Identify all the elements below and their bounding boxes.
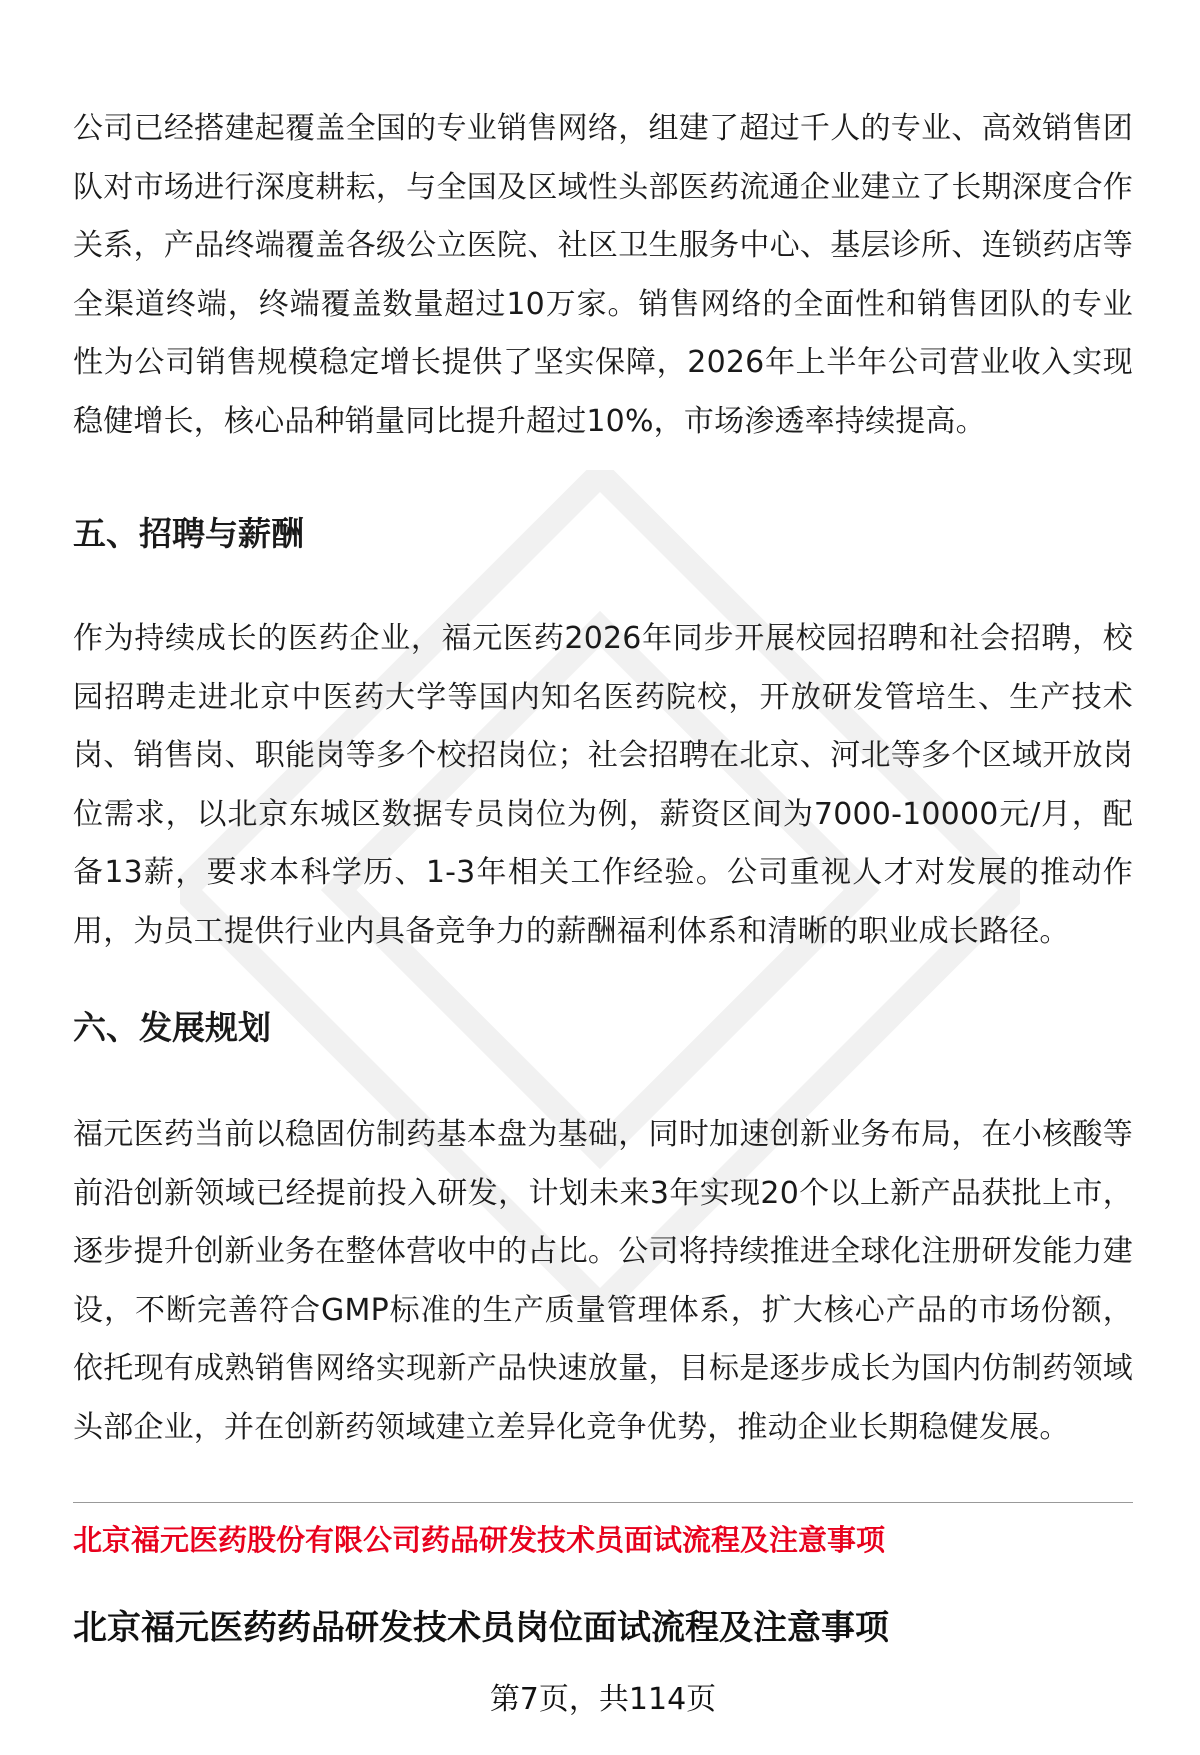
recruitment-paragraph: 作为持续成长的医药企业，福元医药2026年同步开展校园招聘和社会招聘，校园招聘走进北京中医药大学等国内知名医药院校，开放研发管培生、生产技术岗、销售岗、职能岗等多个校招岗位；社会招聘在北京、河北等多个区域开放岗位需求，以北京东城区数据专员岗位为例，薪资区间为7000-10000元/月，配备13薪，要求本科学历、1-3年相关工作经验。公司重视人才对发展的推动作用，为员工提供行业内具备竞争力的薪酬福利体系和清晰的职业成长路径。: [73, 621, 1133, 949]
section-heading-planning: 六、发展规划: [73, 1008, 271, 1047]
interview-section-title: 北京福元医药药品研发技术员岗位面试流程及注意事项: [73, 1608, 889, 1648]
divider-line: [73, 1502, 1133, 1503]
section-heading-recruitment: 五、招聘与薪酬: [73, 514, 304, 553]
red-document-title: 北京福元医药股份有限公司药品研发技术员面试流程及注意事项: [73, 1523, 886, 1557]
page-number: 第7页，共114页: [489, 1682, 717, 1717]
intro-paragraph: 公司已经搭建起覆盖全国的专业销售网络，组建了超过千人的专业、高效销售团队对市场进行深度耕耘，与全国及区域性头部医药流通企业建立了长期深度合作关系，产品终端覆盖各级公立医院、社区卫生服务中心、基层诊所、连锁药店等全渠道终端，终端覆盖数量超过10万家。销售网络的全面性和销售团队的专业性为公司销售规模稳定增长提供了坚实保障，2026年上半年公司营业收入实现稳健增长，核心品种销量同比提升超过10%，市场渗透率持续提高。: [73, 111, 1133, 439]
planning-paragraph: 福元医药当前以稳固仿制药基本盘为基础，同时加速创新业务布局，在小核酸等前沿创新领域已经提前投入研发，计划未来3年实现20个以上新产品获批上市，逐步提升创新业务在整体营收中的占比。公司将持续推进全球化注册研发能力建设，不断完善符合GMP标准的生产质量管理体系，扩大核心产品的市场份额，依托现有成熟销售网络实现新产品快速放量，目标是逐步成长为国内仿制药领域头部企业，并在创新药领域建立差异化竞争优势，推动企业长期稳健发展。: [73, 1117, 1133, 1445]
